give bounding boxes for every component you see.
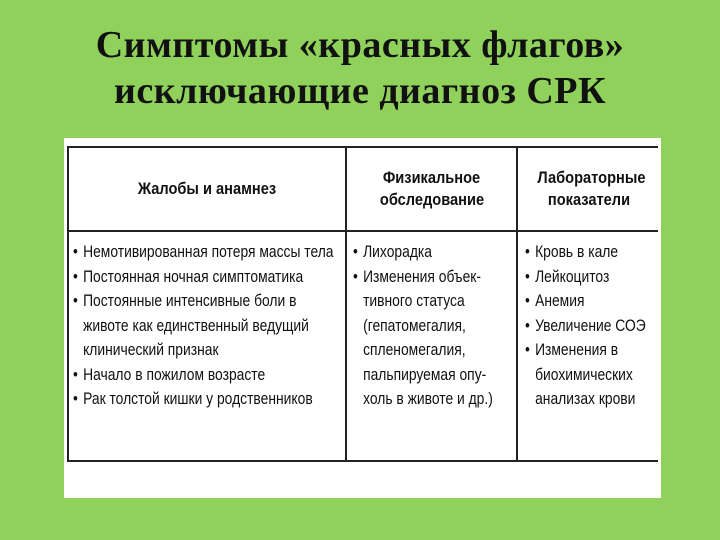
list-item-text: биохимических	[535, 365, 633, 384]
slide-title	[0, 22, 720, 114]
column-physical-exam	[353, 240, 493, 412]
list-item-text: животе как единственный ведущий	[83, 316, 309, 335]
list-item-text: Лейкоцитоз	[535, 267, 610, 286]
header-label: Физикальное обследование	[379, 168, 485, 209]
list-item	[525, 240, 646, 265]
bullet-icon: •	[353, 267, 358, 286]
bullet-icon: •	[525, 292, 530, 310]
list-item	[73, 265, 334, 290]
list-item	[525, 265, 646, 290]
column-divider	[516, 148, 518, 460]
list-item-continuation	[73, 314, 334, 339]
header-divider	[69, 230, 658, 232]
list-item-continuation	[353, 338, 493, 363]
bullet-icon: •	[525, 316, 530, 335]
list-item	[525, 314, 646, 339]
list-item-text: Немотивированная потеря массы тела	[83, 243, 334, 261]
list-item	[73, 363, 334, 388]
list-item	[73, 289, 334, 314]
header-complaints	[88, 148, 325, 230]
list-item	[73, 240, 334, 265]
list-item	[525, 338, 646, 363]
bullet-icon: •	[353, 243, 358, 261]
bullet-icon: •	[73, 390, 78, 408]
list-item-text: Изменения в	[535, 341, 619, 359]
list-item-text: холь в животе и др.)	[363, 390, 493, 408]
list-item-text: Лихорадка	[363, 243, 432, 261]
column-divider	[345, 148, 347, 460]
list-item-text: Кровь в кале	[535, 243, 619, 261]
list-item	[353, 240, 493, 265]
header-lab-results	[528, 148, 650, 230]
column-lab-results	[525, 240, 646, 412]
bullet-icon: •	[73, 292, 78, 310]
header-label: Жалобы и анамнез	[137, 179, 277, 198]
list-item-continuation	[353, 314, 493, 339]
list-item-continuation	[525, 387, 646, 412]
list-item-continuation	[353, 387, 493, 412]
list-item-text: Начало в пожилом возрасте	[83, 365, 266, 384]
list-item-continuation	[73, 338, 334, 363]
list-item-text: пальпируемая опу-	[363, 365, 487, 384]
list-item-continuation	[353, 289, 493, 314]
list-item-text: Увеличение СОЭ	[535, 316, 646, 335]
bullet-icon: •	[73, 267, 78, 286]
header-physical-exam	[359, 148, 504, 230]
list-item-text: Постоянная ночная симптоматика	[83, 267, 304, 286]
list-item	[73, 387, 334, 412]
column-complaints	[73, 240, 334, 412]
list-item-text: Изменения объек-	[363, 267, 481, 286]
list-item-text: тивного статуса	[363, 292, 465, 310]
red-flags-table	[67, 146, 658, 462]
list-item-text: клинический признак	[83, 341, 219, 359]
table-image-panel	[64, 138, 661, 498]
list-item-text: Постоянные интенсивные боли в	[83, 292, 297, 310]
bullet-icon: •	[525, 267, 530, 286]
list-item-text: анализах крови	[535, 390, 636, 408]
list-item-continuation	[353, 363, 493, 388]
list-item	[525, 289, 646, 314]
title-line-1: Симптомы «красных флагов»	[95, 24, 625, 66]
list-item-text: (гепатомегалия,	[363, 316, 466, 335]
list-item-text: Рак толстой кишки у родственников	[83, 390, 313, 408]
bullet-icon: •	[525, 341, 530, 359]
bullet-icon: •	[73, 365, 78, 384]
list-item-text: Анемия	[535, 292, 585, 310]
title-line-2: исключающие диагноз СРК	[113, 70, 607, 112]
bullet-icon: •	[73, 243, 78, 261]
header-label: Лабораторные показатели	[537, 168, 646, 209]
bullet-icon: •	[525, 243, 530, 261]
list-item-continuation	[525, 363, 646, 388]
list-item	[353, 265, 493, 290]
list-item-text: спленомегалия,	[363, 341, 466, 359]
